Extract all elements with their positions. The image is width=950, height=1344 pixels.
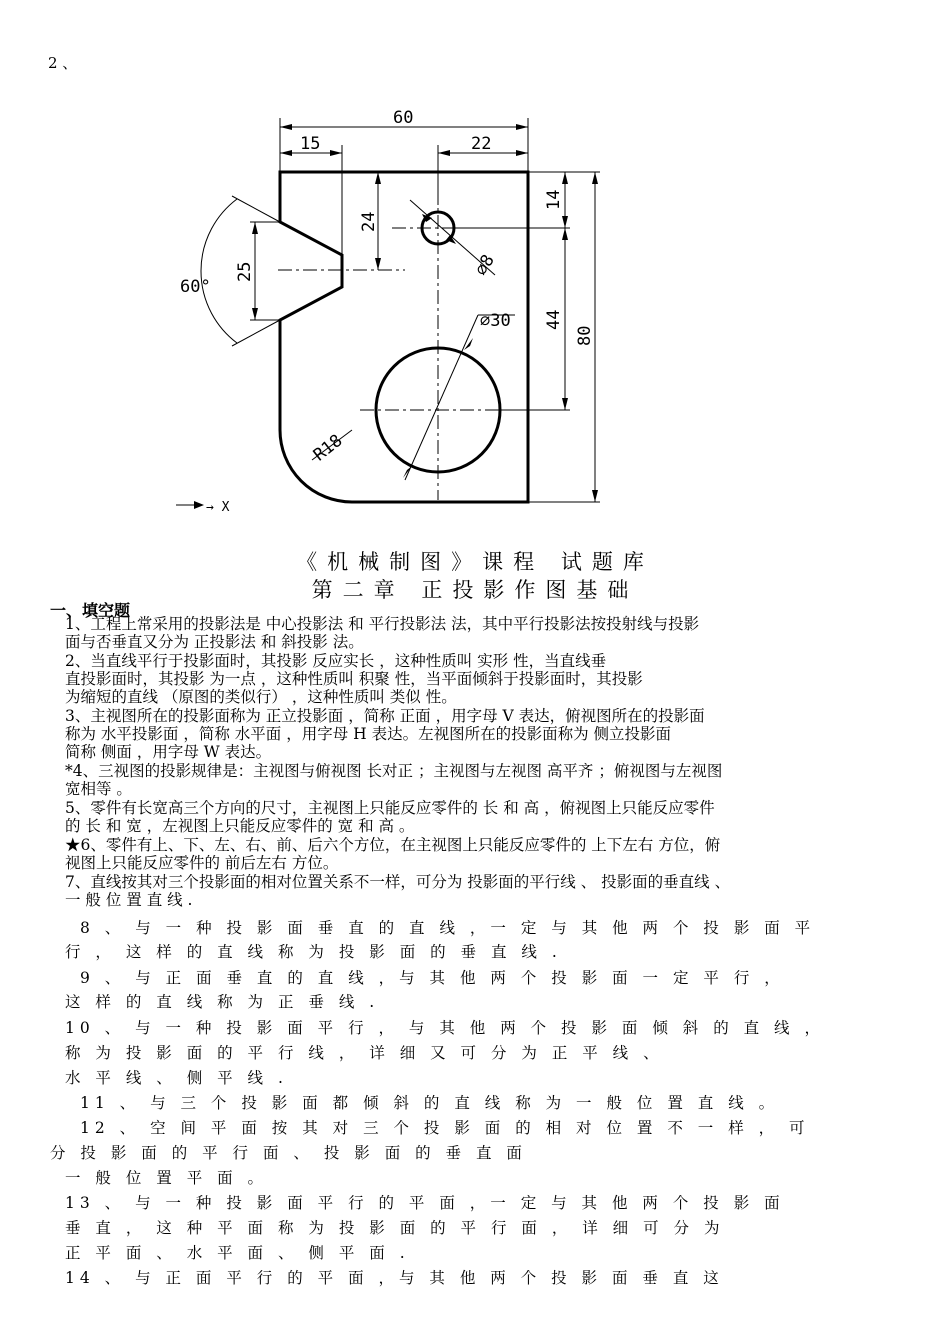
list-item: 一 般 位 置 平 面 。 [65, 1169, 269, 1187]
section-heading: 一、填空题 [50, 601, 131, 620]
list-item: ★6、零件有上、下、左、右、前、后六个方位，在主视图上只能反应零件的 上下左右 方位，俯 [65, 836, 721, 854]
list-item: 的 长 和 宽 ，左视图上只能反应零件的 宽 和 高 。 [65, 817, 415, 835]
list-item: 9 、 与 正 面 垂 直 的 直 线 ，与 其 他 两 个 投 影 面 一 定 平 行 ， [80, 969, 785, 987]
dim-80: 80 [575, 325, 595, 346]
dim-25: 25 [235, 261, 255, 282]
list-item: 一 般 位 置 直 线 . [65, 891, 193, 909]
list-item: 3、主视图所在的投影面称为 正立投影面 ，简称 正面 ，用字母 V 表达，俯视图所在的投影面 [65, 707, 705, 725]
dim-24: 24 [359, 211, 379, 232]
list-item: 分 投 影 面 的 平 行 面 、 投 影 面 的 垂 直 面 [50, 1144, 527, 1162]
angle-60: 60° [180, 277, 211, 297]
radius-18: R18 [309, 430, 347, 466]
list-item: 14 、 与 正 面 平 行 的 平 面 ，与 其 他 两 个 投 影 面 垂 直 这 [65, 1269, 724, 1287]
list-item: 行 ， 这 样 的 直 线 称 为 投 影 面 的 垂 直 线 . [65, 943, 562, 961]
list-item: 视图上只能反应零件的 前后左右 方位。 [65, 854, 339, 872]
list-item: 正 平 面 、 水 平 面 、 侧 平 面 . [65, 1244, 410, 1262]
technical-drawing [0, 0, 950, 540]
list-item: 11 、 与 三 个 投 影 面 都 倾 斜 的 直 线 称 为 一 般 位 置 直 线 。 [80, 1094, 780, 1112]
dim-44: 44 [544, 309, 564, 330]
list-item: 12 、 空 间 平 面 按 其 对 三 个 投 影 面 的 相 对 位 置 不 一 样 ， 可 [80, 1119, 810, 1137]
list-item: 称为 水平投影面 ，简称 水平面 ，用字母 H 表达。左视图所在的投影面称为 侧立投影面 [65, 725, 672, 743]
doc-title: 《机械制图》课程 试题库 [296, 550, 654, 574]
dim-14: 14 [544, 189, 564, 210]
list-item: 简称 侧面 ，用字母 W 表达。 [65, 743, 272, 761]
dia-30: ⌀30 [480, 311, 511, 331]
chapter-title: 第二章 正投影作图基础 [311, 578, 639, 602]
list-item: 13 、 与 一 种 投 影 面 平 行 的 平 面 ，一 定 与 其 他 两 个 投 影 面 [65, 1194, 785, 1212]
arrowheads [194, 124, 598, 509]
list-item: 直投影面时，其投影 为一点 ，这种性质叫 积聚 性，当平面倾斜于投影面时，其投影 [65, 670, 643, 688]
list-item: 1、工程上常采用的投影法是 中心投影法 和 平行投影法 法，其中平行投影法按投射线与投影 [65, 615, 700, 633]
list-item: 5、零件有长宽高三个方向的尺寸，主视图上只能反应零件的 长 和 高 ，俯视图上只能反应零件 [65, 799, 715, 817]
list-item: 面与否垂直又分为 正投影法 和 斜投影 法。 [65, 633, 364, 651]
dia-8: ⌀8 [471, 251, 499, 280]
dim-15: 15 [300, 134, 321, 154]
list-item: 2、当直线平行于投影面时，其投影 反应实长 ，这种性质叫 实形 性，当直线垂 [65, 652, 607, 670]
list-item: 水 平 线 、 侧 平 线 . [65, 1069, 288, 1087]
dim-22: 22 [471, 134, 492, 154]
dim-60: 60 [393, 108, 414, 128]
list-item: 称 为 投 影 面 的 平 行 线 ， 详 细 又 可 分 为 正 平 线 、 [65, 1044, 664, 1062]
list-item: 这 样 的 直 线 称 为 正 垂 线 . [65, 993, 380, 1011]
list-item: *4、三视图的投影规律是：主视图与俯视图 长对正 ；主视图与左视图 高平齐 ；俯视图与左视图 [65, 762, 723, 780]
list-item: 7、直线按其对三个投影面的相对位置关系不一样，可分为 投影面的平行线 、 投影面的垂直线 、 [65, 873, 731, 891]
axis-mark: → X [206, 500, 230, 515]
list-item: 宽相等 。 [65, 780, 132, 798]
list-item: 为缩短的直线 （原图的类似行） ，这种性质叫 类似 性。 [65, 688, 457, 706]
problem-number: 2 、 [48, 54, 78, 72]
list-item: 8 、 与 一 种 投 影 面 垂 直 的 直 线 ，一 定 与 其 他 两 个 投 影 面 平 [80, 919, 816, 937]
list-item: 10 、 与 一 种 投 影 面 平 行 ， 与 其 他 两 个 投 影 面 倾 斜 的 直 线 ， [65, 1019, 825, 1037]
list-item: 垂 直 ， 这 种 平 面 称 为 投 影 面 的 平 行 面 ， 详 细 可 分 为 [65, 1219, 725, 1237]
